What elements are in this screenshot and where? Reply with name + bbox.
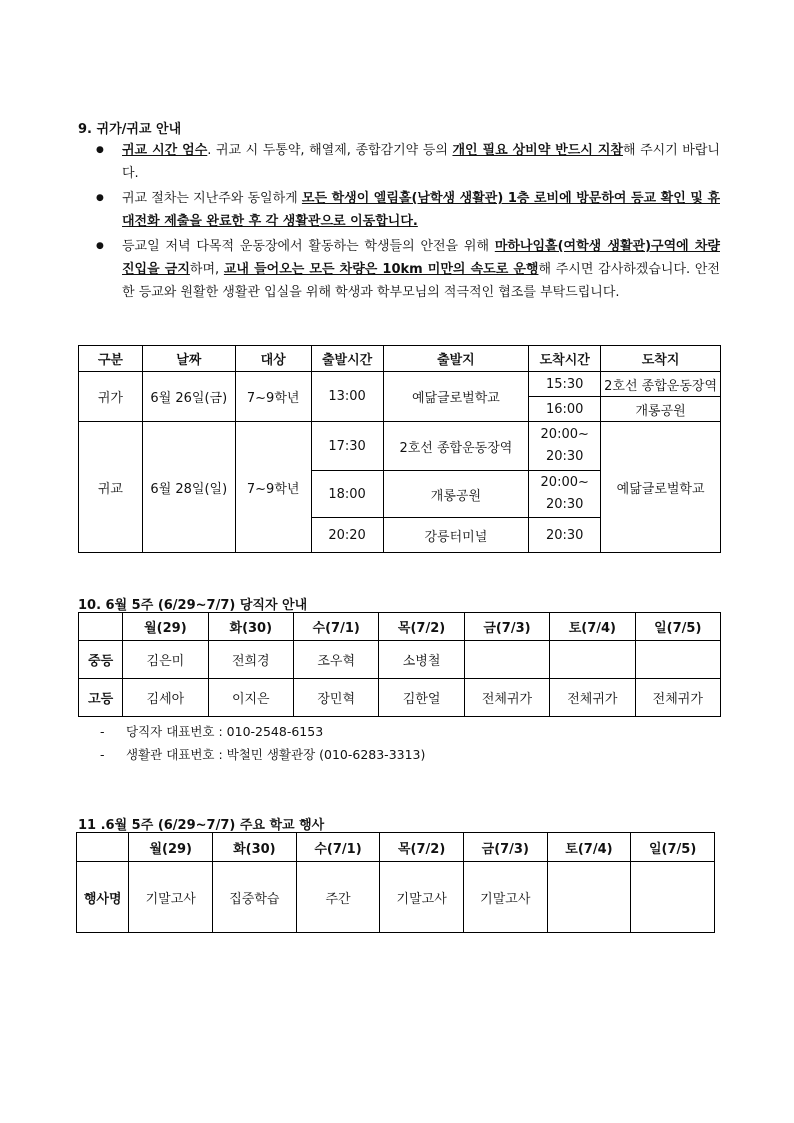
notice-2-emphasis-1: 모든 학생이 엘림홀(남학생 생활관) 1층 로비에 방문하여 등교 확인 및 휴대전화 제출을 완료한 후 각 생활관으로 이동합니다.: [122, 191, 720, 229]
corner-cell: [77, 833, 129, 862]
duty-cell: 소병철: [379, 641, 464, 679]
header-cell: 구분: [79, 346, 143, 372]
day-header: 토(7/4): [547, 833, 631, 862]
day-header: 목(7/2): [379, 613, 464, 641]
duty-cell: 김은미: [123, 641, 208, 679]
arrive-time-cell: 20:30: [529, 518, 601, 553]
header-cell: 도착지: [601, 346, 721, 372]
type-cell: 귀가: [79, 372, 143, 422]
notice-3-emphasis-1: 마하나임홀(여학생 생활관)구역에 차량 진입을 금지: [122, 239, 720, 277]
section-11-title: 11 .6월 5주 (6/29~7/7) 주요 학교 행사: [78, 818, 325, 833]
header-cell: 날짜: [142, 346, 235, 372]
duty-cell: [464, 641, 549, 679]
event-cell: 기말고사: [129, 862, 213, 933]
depart-time-cell: 18:00: [311, 471, 383, 518]
table-row: [79, 422, 721, 471]
duty-cell: [635, 641, 720, 679]
table-header-row: [77, 833, 715, 862]
arrive-time-cell: 20:00~ 20:30: [529, 471, 601, 518]
notice-1-emphasis-2: 개인 필요 상비약 반드시 지참: [452, 143, 623, 158]
section-9-title: 9. 귀가/귀교 안내: [78, 122, 182, 137]
day-header: 금(7/3): [463, 833, 547, 862]
notice-2-text-1: 귀교 절차는 지난주와 동일하게: [122, 191, 302, 206]
corner-cell: [79, 613, 123, 641]
table-row: [79, 641, 721, 679]
header-cell: 도착시간: [529, 346, 601, 372]
table-row: [77, 862, 715, 933]
arrive-time-cell: 15:30: [529, 372, 601, 397]
event-cell: 주간: [296, 862, 380, 933]
duty-cell: 전체귀가: [464, 679, 549, 717]
row-label: 행사명: [77, 862, 129, 933]
notice-item-3: [96, 235, 720, 304]
day-header: 수(7/1): [293, 613, 378, 641]
duty-table: [78, 612, 721, 717]
day-header: 화(30): [213, 833, 297, 862]
notice-3-text-1: 등교일 저녁 다목적 운동장에서 활동하는 학생들의 안전을 위해: [122, 239, 495, 254]
duty-cell: 전체귀가: [635, 679, 720, 717]
origin-cell: 강릉터미널: [383, 518, 529, 553]
header-cell: 대상: [235, 346, 311, 372]
events-table: [76, 832, 715, 933]
notice-item-1: [96, 139, 720, 185]
contact-notes: [100, 720, 425, 766]
day-header: 금(7/3): [464, 613, 549, 641]
dest-cell: 2호선 종합운동장역: [601, 372, 721, 397]
event-cell: 집중학습: [213, 862, 297, 933]
day-header: 월(29): [123, 613, 208, 641]
row-label: 고등: [79, 679, 123, 717]
notice-1-emphasis-1: 귀교 시간 엄수: [122, 143, 208, 158]
dest-cell: 개롱공원: [601, 397, 721, 422]
day-header: 수(7/1): [296, 833, 380, 862]
duty-cell: 이지은: [208, 679, 293, 717]
type-cell: 귀교: [79, 422, 143, 553]
section-10-title: 10. 6월 5주 (6/29~7/7) 당직자 안내: [78, 598, 308, 613]
day-header: 목(7/2): [380, 833, 464, 862]
arrive-time-cell: 20:00~ 20:30: [529, 422, 601, 471]
note-text: 생활관 대표번호 : 박철민 생활관장 (010-6283-3313): [126, 747, 426, 762]
day-header: 일(7/5): [635, 613, 720, 641]
date-cell: 6월 26일(금): [142, 372, 235, 422]
date-cell: 6월 28일(일): [142, 422, 235, 553]
notice-3-text-2: 하며,: [189, 262, 224, 277]
target-cell: 7~9학년: [235, 422, 311, 553]
notice-list: [96, 139, 720, 304]
notice-3-emphasis-2: 교내 들어오는 모든 차량은 10km 미만의 속도로 운행: [223, 262, 539, 277]
header-cell: 출발시간: [311, 346, 383, 372]
row-label: 중등: [79, 641, 123, 679]
day-header: 일(7/5): [631, 833, 715, 862]
note-item: - 생활관 대표번호 : 박철민 생활관장 (010-6283-3313): [100, 747, 426, 762]
duty-cell: 장민혁: [293, 679, 378, 717]
duty-cell: 전체귀가: [550, 679, 635, 717]
target-cell: 7~9학년: [235, 372, 311, 422]
origin-cell: 개롱공원: [383, 471, 529, 518]
arrive-time-cell: 16:00: [529, 397, 601, 422]
note-text: 당직자 대표번호 : 010-2548-6153: [126, 724, 324, 739]
table-row: [79, 679, 721, 717]
origin-cell: 2호선 종합운동장역: [383, 422, 529, 471]
event-cell: [547, 862, 631, 933]
bus-schedule-table: [78, 345, 721, 553]
note-item: - 당직자 대표번호 : 010-2548-6153: [100, 724, 324, 739]
notice-1-text-2: 해 주시기 바랍니다.: [122, 143, 720, 181]
duty-cell: 김세아: [123, 679, 208, 717]
duty-cell: 전희경: [208, 641, 293, 679]
duty-cell: 김한얼: [379, 679, 464, 717]
event-cell: [631, 862, 715, 933]
origin-cell: 예닮글로벌학교: [383, 372, 529, 422]
notice-3-text-3: 해 주시면 감사하겠습니다. 안전한 등교와 원활한 생활관 입실을 위해 학생과 학부모님의 적극적인 협조를 부탁드립니다.: [122, 262, 720, 300]
notice-1-text-1: . 귀교 시 두통약, 해열제, 종합감기약 등의: [207, 143, 453, 158]
duty-cell: [550, 641, 635, 679]
day-header: 토(7/4): [550, 613, 635, 641]
table-header-row: [79, 346, 721, 372]
dest-cell: 예닮글로벌학교: [601, 422, 721, 553]
header-cell: 출발지: [383, 346, 529, 372]
depart-time-cell: 17:30: [311, 422, 383, 471]
table-header-row: [79, 613, 721, 641]
event-cell: 기말고사: [380, 862, 464, 933]
duty-cell: 조우혁: [293, 641, 378, 679]
day-header: 월(29): [129, 833, 213, 862]
table-row: [79, 372, 721, 397]
day-header: 화(30): [208, 613, 293, 641]
event-cell: 기말고사: [463, 862, 547, 933]
notice-item-2: [96, 187, 720, 233]
depart-time-cell: 20:20: [311, 518, 383, 553]
depart-time-cell: 13:00: [311, 372, 383, 422]
